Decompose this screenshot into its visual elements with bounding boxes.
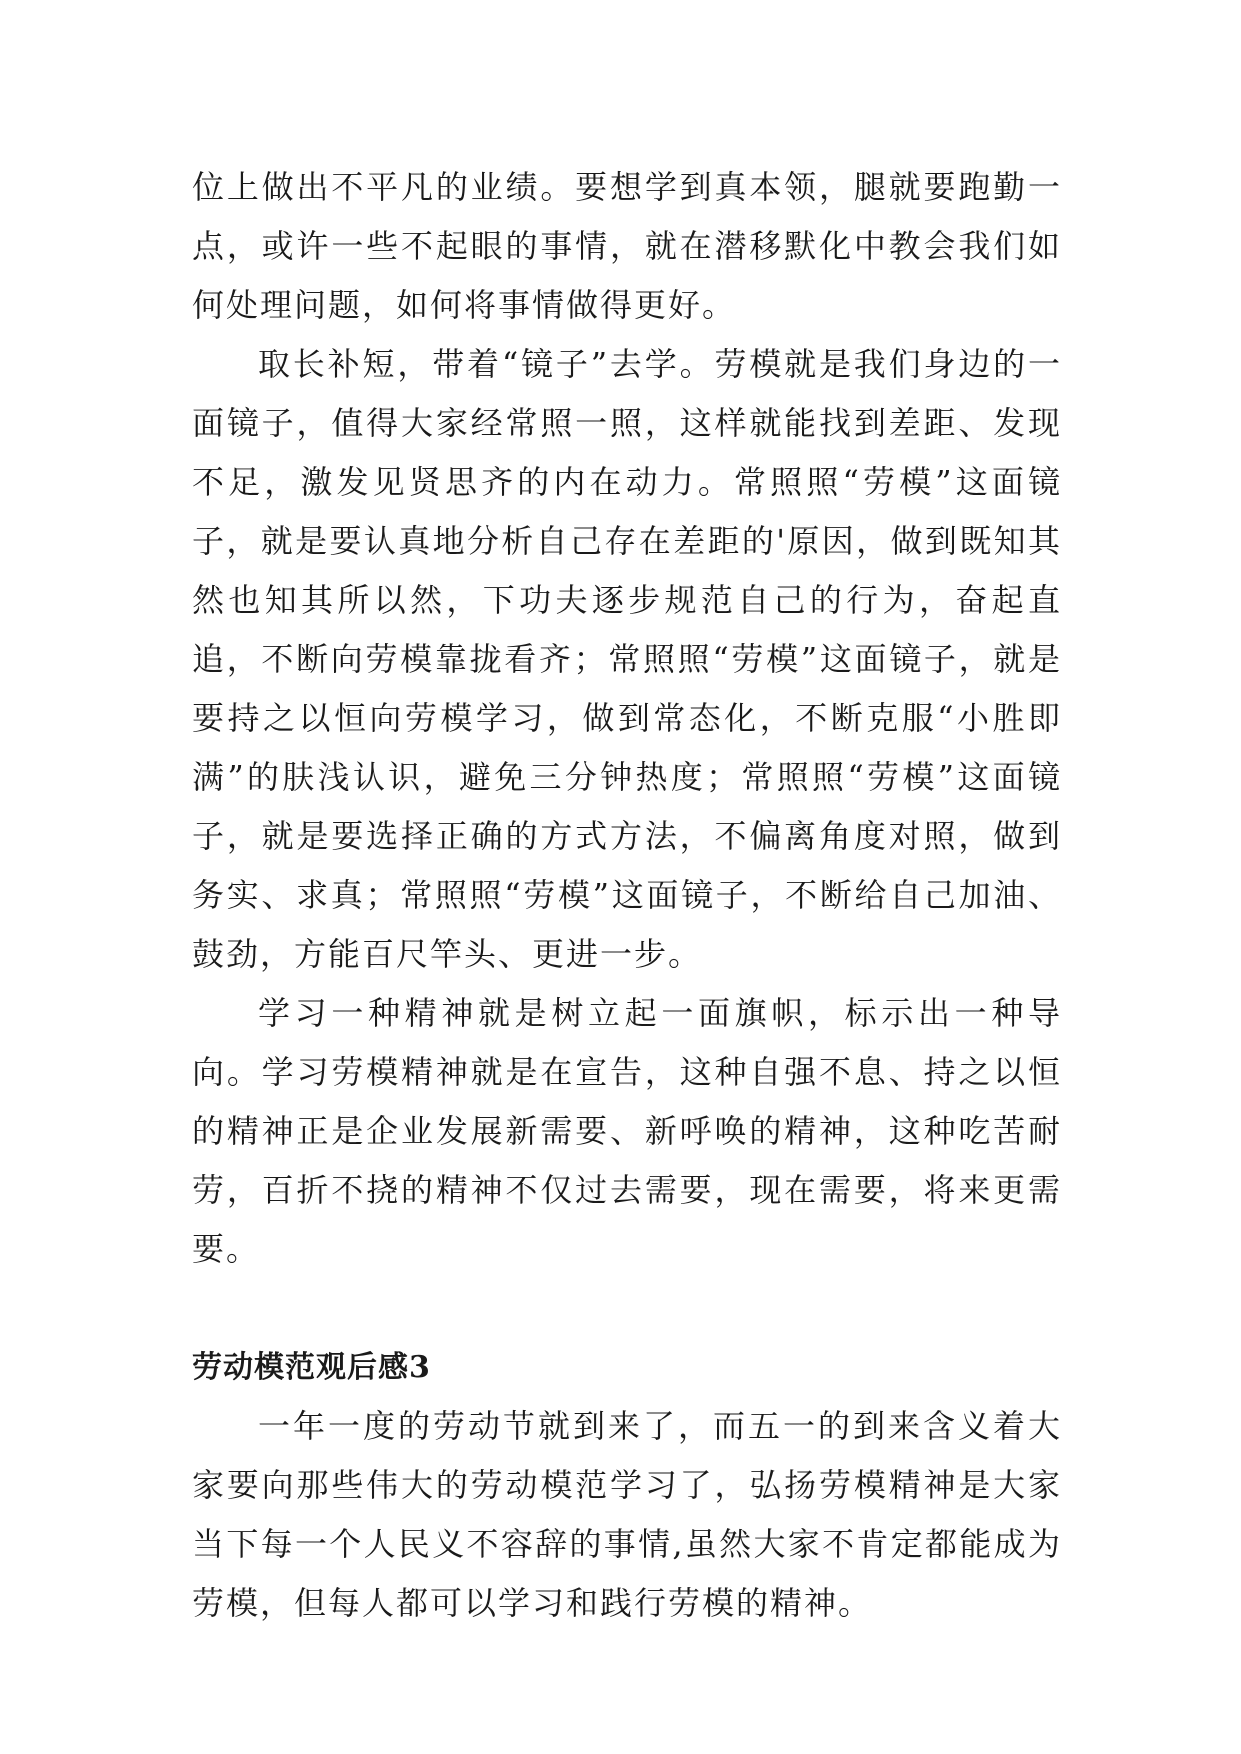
section-title: 劳动模范观后感3 [192,1350,431,1385]
paragraph-labor-day: 一年一度的劳动节就到来了，而五一的到来含义着大家要向那些伟大的劳动模范学习了，弘扬劳模精神是大家当下每一个人民义不容辞的事情,虽然大家不肯定都能成为劳模，但每人都可以学习和践行劳模的精神。 [192,1407,1062,1622]
document-body [192,158,1062,1633]
paragraph-continued: 位上做出不平凡的业绩。要想学到真本领，腿就要跑勤一点，或许一些不起眼的事情，就在潜移默化中教会我们如何处理问题，如何将事情做得更好。 [192,168,1062,324]
paragraph-spirit: 学习一种精神就是树立起一面旗帜，标示出一种导向。学习劳模精神就是在宣告，这种自强不息、持之以恒的精神正是企业发展新需要、新呼唤的精神，这种吃苦耐劳，百折不挠的精神不仅过去需要，现在需要，将来更需要。 [192,994,1062,1268]
paragraph-mirror: 取长补短，带着“镜子”去学。劳模就是我们身边的一面镜子，值得大家经常照一照，这样就能找到差距、发现不足，激发见贤思齐的内在动力。常照照“劳模”这面镜子，就是要认真地分析自己存在差距的'原因，做到既知其然也知其所以然，下功夫逐步规范自己的行为，奋起直追，不断向劳模靠拢看齐；常照照“劳模”这面镜子，就是要持之以恒向劳模学习，做到常态化，不断克服“小胜即满”的肤浅认识，避免三分钟热度；常照照“劳模”这面镜子，就是要选择正确的方式方法，不偏离角度对照，做到务实、求真；常照照“劳模”这面镜子，不断给自己加油、鼓劲，方能百尺竿头、更进一步。 [192,345,1062,973]
